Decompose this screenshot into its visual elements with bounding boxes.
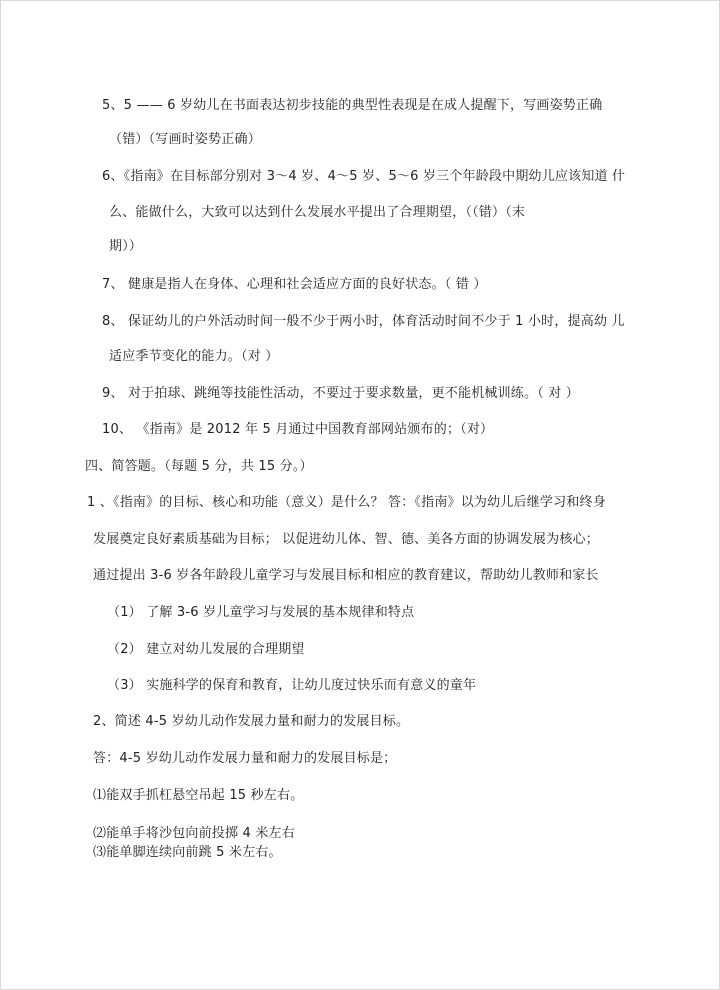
judgment-item-5-answer: （错）（写画时姿势正确） <box>109 132 261 147</box>
judgment-item-10: 10、 《指南》是 2012 年 5 月通过中国教育部网站颁布的；（对） <box>102 422 494 437</box>
judgment-item-7: 7、 健康是指人在身体、心理和社会适应方面的良好状态。（ 错 ） <box>102 277 487 292</box>
judgment-item-6-cont: 么、能做什么，大致可以达到什么发展水平提出了合理期望，（（错）（末 <box>109 205 526 220</box>
judgment-item-6: 6、《指南》在目标部分别对 3～4 岁、4～5 岁、5～6 岁三个年龄段中期幼儿应该知道 什 <box>102 169 626 184</box>
judgment-item-8: 8、 保证幼儿的户外活动时间一般不少于两小时，体育活动时间不少于 1 小时，提高幼 儿 <box>102 314 625 329</box>
section-heading: 四、简答题。（每题 5 分，共 15 分。） <box>85 459 313 474</box>
question-2-answer: 答：4-5 岁幼儿动作发展力量和耐力的发展目标是； <box>93 751 397 766</box>
answer-item-3: ⑶能单脚连续向前跳 5 米左右。 <box>93 845 282 860</box>
list-item-3: （3） 实施科学的保育和教育，让幼儿度过快乐而有意义的童年 <box>107 678 477 693</box>
question-2: 2、简述 4-5 岁幼儿动作发展力量和耐力的发展目标。 <box>93 714 410 729</box>
question-1-answer-line-2: 发展奠定良好素质基础为目标； 以促进幼儿体、智、德、美各方面的协调发展为核心； <box>93 532 599 547</box>
judgment-item-9: 9、 对于拍球、跳绳等技能性活动，不要过于要求数量，更不能机械训练。（ 对 ） <box>102 386 579 401</box>
answer-item-1: ⑴能双手抓杠悬空吊起 15 秒左右。 <box>93 788 304 803</box>
list-item-2: （2） 建立对幼儿发展的合理期望 <box>107 642 305 657</box>
list-item-1: （1） 了解 3-6 岁儿童学习与发展的基本规律和特点 <box>107 605 415 620</box>
judgment-item-8-cont: 适应季节变化的能力。（对 ） <box>109 349 279 364</box>
question-1-answer-line-3: 通过提出 3-6 岁各年龄段儿童学习与发展目标和相应的教育建议，帮助幼儿教师和家长 <box>93 568 599 583</box>
question-1: 1 、《指南》的目标、核心和功能（意义）是什么？ 答：《指南》以为幼儿后继学习和终身 <box>87 495 606 510</box>
judgment-item-6-end: 期）） <box>109 239 143 254</box>
judgment-item-5: 5、5 —— 6 岁幼儿在书面表达初步技能的典型性表现是在成人提醒下，写画姿势正确 <box>102 98 603 113</box>
answer-item-2: ⑵能单手将沙包向前投掷 4 米左右 <box>93 826 295 841</box>
